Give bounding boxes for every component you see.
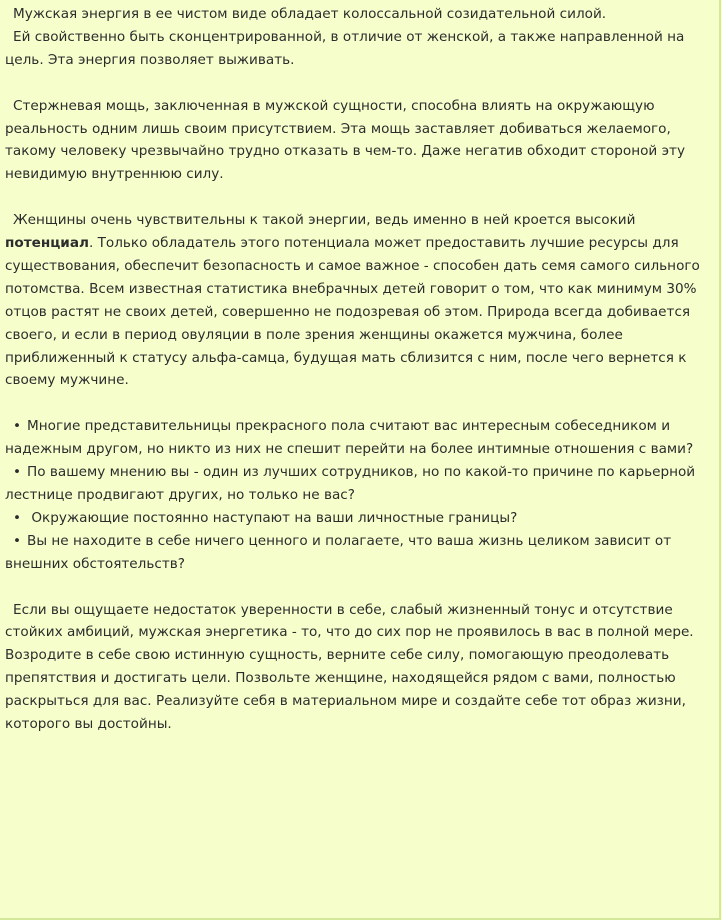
- paragraph-gap: [5, 392, 717, 415]
- question-list: [5, 415, 717, 575]
- paragraph-energy-power: Стержневая мощь, заключенная в мужской сущности, способна влиять на окружающую реальность одним лишь своим присутствием. Эта мощь заставляет добиваться желаемого, такому человеку чрезвычайно трудно отказать в чем-то. Даже негатив обходит стороной эту невидимую внутреннюю силу.: [5, 97, 685, 183]
- list-item-text: Вы не находите в себе ничего ценного и полагаете, что ваша жизнь целиком зависит от внешних обстоятельств?: [5, 532, 672, 572]
- intro-line-1: Мужская энергия в ее чистом виде обладает колоссальной созидательной силой.: [13, 6, 607, 22]
- paragraph-text-before-bold: Женщины очень чувствительны к такой энергии, ведь именно в ней кроется высокий: [13, 212, 636, 229]
- paragraph-gap: [5, 186, 717, 209]
- list-item-text: По вашему мнению вы - один из лучших сотрудников, но по какой-то причине по карьерной лестнице продвигают других, но только не вас?: [5, 464, 696, 503]
- list-item: [5, 530, 717, 576]
- bold-keyword-potential: потенциал: [5, 235, 89, 252]
- intro-line-2: Ей свойственно быть сконцентрированной, в отличие от женской, а также направленной на цель. Эта энергия позволяет выживать.: [5, 28, 685, 68]
- list-item-text: Многие представительницы прекрасного пола считают вас интересным собеседником и надежным другом, но никто из них не спешит перейти на более интимные отношения с вами?: [5, 418, 694, 458]
- bullet-icon: •: [13, 464, 22, 481]
- list-item: [5, 507, 717, 530]
- bullet-icon: •: [13, 509, 22, 526]
- list-item: [5, 415, 717, 461]
- paragraph-women-sensitivity: [5, 209, 717, 392]
- article-body: [5, 3, 717, 736]
- paragraph-conclusion: Если вы ощущаете недостаток уверенности в себе, слабый жизненный тонус и отсутствие стойких амбиций, мужская энергетика - то, что до сих пор не проявилось в вас в полной мере. Возродите в себе свою истинную сущность, верните себе силу, помогающую преодолевать препятствия и достигать цели. Позвольте женщине, находящейся рядом с вами, полностью раскрыться для вас. Реализуйте себя в материальном мире и создайте себе тот образ жизни, которого вы достойны.: [5, 601, 694, 733]
- paragraph-text-after-bold: . Только обладатель этого потенциала может предоставить лучшие ресурсы для существования, обеспечит безопасность и самое важное - способен дать семя самого сильного потомства. Всем известная статистика внебрачных детей говорит о том, что как минимум 30% отцов растят не своих детей, совершенно не подозревая об этом. Природа всегда добивается своего, и если в период овуляции в поле зрения женщины окажется мужчина, более приближенный к статусу альфа-самца, будущая мать сблизится с ним, после чего вернется к своему мужчине.: [5, 235, 700, 389]
- list-item-text: Окружающие постоянно наступают на ваши личностные границы?: [27, 509, 518, 526]
- paragraph-gap: [5, 576, 717, 599]
- paragraph-gap: [5, 72, 717, 95]
- list-item: [5, 461, 717, 507]
- bullet-icon: •: [13, 418, 22, 435]
- bullet-icon: •: [13, 532, 22, 549]
